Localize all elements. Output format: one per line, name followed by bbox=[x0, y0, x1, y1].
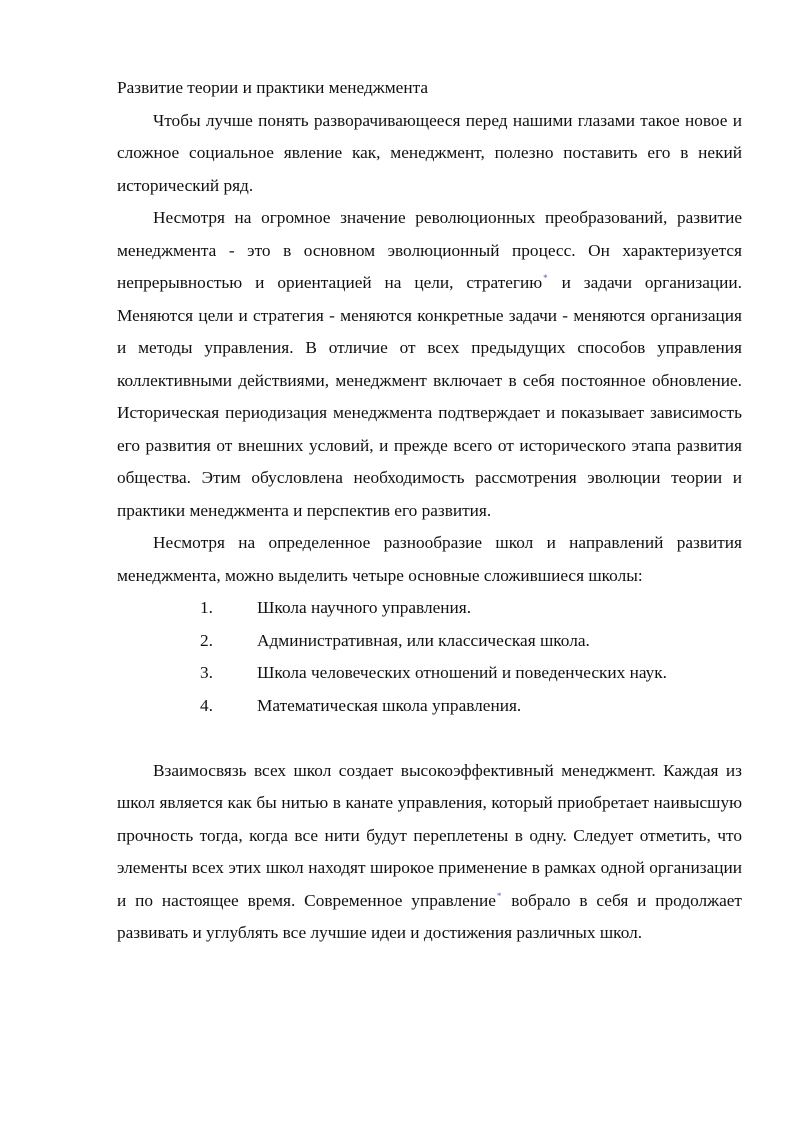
blank-line bbox=[117, 722, 742, 755]
paragraph-evolution-text-2: и задачи организации. Меняются цели и стратегия - меняются конкретные задачи - меняются организация и методы управления. В отличие от всех предыдущих способов управления коллективными действиями, менеджмент включает в себя постоянное обновление. Историческая периодизация менеджмента подтверждает и показывает зависимость его развития от внешних условий, и прежде всего от исторического этапа развития общества. Этим обусловлена необходимость рассмотрения эволюции теории и практики менеджмента и перспектив его развития. bbox=[117, 273, 742, 520]
document-page bbox=[117, 72, 742, 950]
paragraph-evolution bbox=[117, 202, 742, 527]
list-item-number: 1. bbox=[200, 598, 213, 617]
schools-list bbox=[117, 592, 742, 722]
list-item bbox=[117, 592, 742, 625]
paragraph-closing-text-1: Взаимосвязь всех школ создает высокоэффективный менеджмент. Каждая из школ является как бы нитью в канате управления, который приобретает наивысшую прочность тогда, когда все нити будут переплетены в одну. Следует отметить, что элементы всех этих школ находят широкое применение в рамках одной организации и по настоящее время. Современное управление bbox=[117, 760, 742, 910]
footnote-marker[interactable]: * bbox=[543, 273, 548, 284]
list-item-text: Школа научного управления. bbox=[257, 598, 472, 617]
list-item bbox=[117, 690, 742, 723]
list-item bbox=[117, 657, 742, 690]
paragraph-closing-text-2: вобрало в себя и продолжает развивать и углублять все лучшие идеи и достижения различных школ. bbox=[117, 890, 742, 942]
paragraph-schools-intro: Несмотря на определенное разнообразие школ и направлений развития менеджмента, можно выделить четыре основные сложившиеся школы: bbox=[117, 533, 742, 585]
list-item-text: Административная, или классическая школа. bbox=[257, 630, 590, 650]
list-item-number: 4. bbox=[200, 695, 213, 715]
document-title: Развитие теории и практики менеджмента bbox=[117, 78, 429, 97]
list-item-text: Математическая школа управления. bbox=[257, 695, 522, 715]
footnote-marker[interactable]: * bbox=[496, 890, 502, 901]
list-item-number: 2. bbox=[200, 630, 213, 650]
paragraph-evolution-text-1: Несмотря на огромное значение революционных преобразований, развитие менеджмента - это в основном эволюционный процесс. Он характеризуется непрерывностью и ориентацией на цели, стратегию bbox=[117, 208, 742, 292]
list-item-text: Школа человеческих отношений и поведенческих наук. bbox=[257, 663, 667, 682]
list-item bbox=[117, 625, 742, 658]
paragraph-intro: Чтобы лучше понять разворачивающееся перед нашими глазами такое новое и сложное социальное явление как, менеджмент, полезно поставить его в некий исторический ряд. bbox=[117, 110, 742, 195]
paragraph-closing bbox=[117, 755, 742, 950]
list-item-number: 3. bbox=[200, 663, 213, 682]
